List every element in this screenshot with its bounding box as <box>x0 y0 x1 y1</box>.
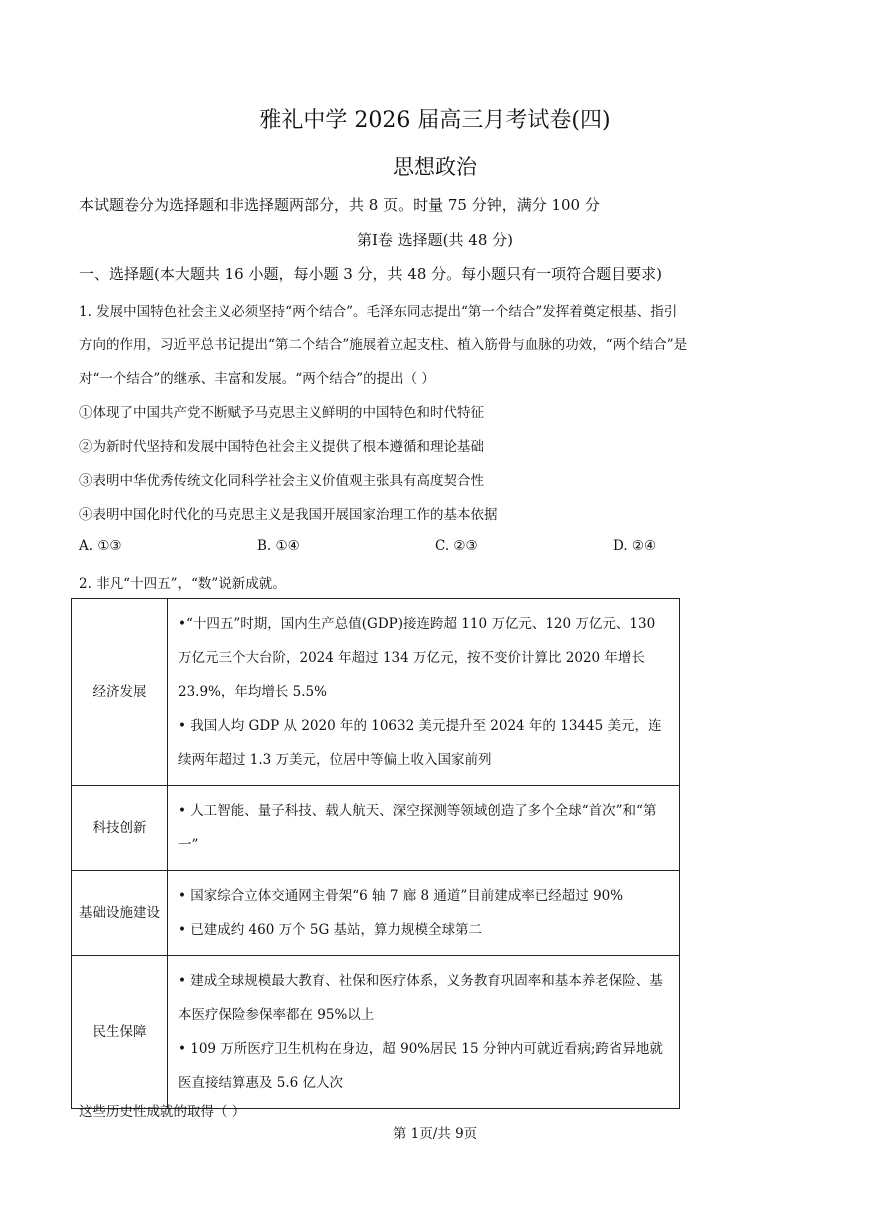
section-heading: 第Ⅰ卷 选择题(共 48 分) <box>356 231 514 249</box>
question-2-stem: 2. 非凡“十四五”，“数”说新成就。 <box>79 576 286 592</box>
question-2-followup: 这些历史性成就的取得（ ） <box>79 1104 246 1120</box>
exam-title: 雅礼中学 2026 届高三月考试卷(四) <box>259 108 611 133</box>
question-1-option-d: D. ②④ <box>613 538 657 554</box>
page-footer: 第 1页/共 9页 <box>392 1126 478 1142</box>
question-1-stem-line: 对“一个结合”的继承、丰富和发展。“两个结合”的提出（ ） <box>79 371 435 387</box>
table-description-cell <box>168 956 680 1109</box>
table-row <box>72 871 680 956</box>
table-bullet: • 国家综合立体交通网主骨架“6 轴 7 廊 8 通道”目前建成率已经超过 90% <box>178 888 624 904</box>
table-bullet: • 已建成约 460 万个 5G 基站，算力规模全球第二 <box>178 922 483 938</box>
question-1-stem-line: 1. 发展中国特色社会主义必须坚持“两个结合”。毛泽东同志提出“第一个结合”发挥着奠定根基、指引 <box>79 304 678 320</box>
table-bullet: • 人工智能、量子科技、载人航天、深空探测等领域创造了多个全球“首次”和“第一” <box>178 803 657 853</box>
question-1-item: ②为新时代坚持和发展中国特色社会主义提供了根本遵循和理论基础 <box>79 439 484 455</box>
table-bullet: • 建成全球规模最大教育、社保和医疗体系，义务教育巩固率和基本养老保险、基本医疗保险参保率都在 95%以上 <box>178 973 663 1023</box>
table-row <box>72 599 680 786</box>
table-row <box>72 786 680 871</box>
part-heading: 一、选择题(本大题共 16 小题，每小题 3 分，共 48 分。每小题只有一项符合题目要求) <box>79 265 663 283</box>
question-1-item: ①体现了中国共产党不断赋予马克思主义鲜明的中国特色和时代特征 <box>79 405 484 421</box>
table-bullet: • 我国人均 GDP 从 2020 年的 10632 美元提升至 2024 年的 13445 美元，连续两年超过 1.3 万美元，位居中等偏上收入国家前列 <box>178 718 662 768</box>
table-bullet: • 109 万所医疗卫生机构在身边，超 90%居民 15 分钟内可就近看病;跨省异地就医直接结算惠及 5.6 亿人次 <box>178 1041 663 1091</box>
question-1-stem-line: 方向的作用，习近平总书记提出“第二个结合”施展着立起支柱、植入筋骨与血脉的功效，“两个结合”是 <box>79 337 688 353</box>
question-1-option-b: B. ①④ <box>257 538 300 554</box>
table-category-cell: 民生保障 <box>72 956 168 1109</box>
table-description-cell <box>168 786 680 871</box>
table-bullet: •“十四五”时期，国内生产总值(GDP)接连跨超 110 万亿元、120 万亿元、130 万亿元三个大台阶，2024 年超过 134 万亿元，按不变价计算比 2020 年增长 23.9%，年均增长 5.5% <box>178 616 656 700</box>
table-row <box>72 956 680 1109</box>
exam-intro: 本试题卷分为选择题和非选择题两部分，共 8 页。时量 75 分钟，满分 100 分 <box>79 196 600 214</box>
table-description-cell <box>168 599 680 786</box>
question-1-item: ④表明中国化时代化的马克思主义是我国开展国家治理工作的基本依据 <box>79 507 498 523</box>
question-1-option-c: C. ②③ <box>435 538 478 554</box>
achievements-table <box>71 598 680 1109</box>
table-category-cell: 基础设施建设 <box>72 871 168 956</box>
question-1-option-a: A. ①③ <box>79 538 122 554</box>
question-1-item: ③表明中华优秀传统文化同科学社会主义价值观主张具有高度契合性 <box>79 473 484 489</box>
table-category-cell: 科技创新 <box>72 786 168 871</box>
subject-title: 思想政治 <box>393 155 477 179</box>
table-category-cell: 经济发展 <box>72 599 168 786</box>
table-description-cell <box>168 871 680 956</box>
